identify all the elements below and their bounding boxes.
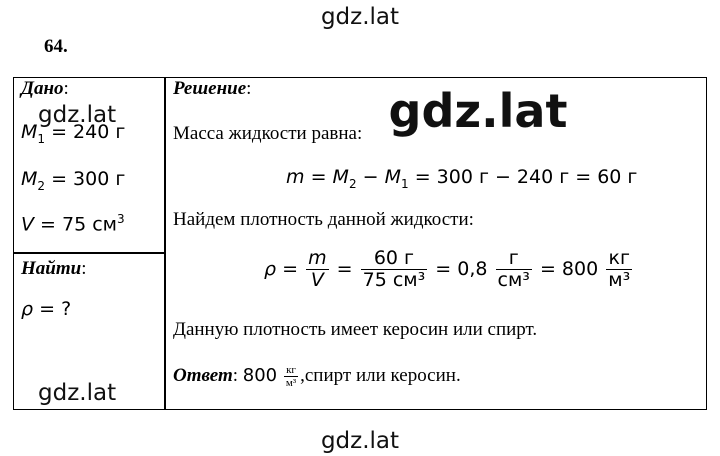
find-heading: Найти: (21, 258, 87, 279)
given-m1: $M_1 = 240$ г (21, 121, 126, 146)
watermark-top: gdz.lat (320, 4, 400, 30)
answer-line: Ответ: 800 $\frac{кг}{\text{м³}}$ ,спирт или керосин. (173, 364, 461, 389)
find-rho: ρ = ? (21, 298, 72, 320)
answer-label: Ответ (173, 364, 233, 386)
column-divider (164, 78, 166, 409)
watermark-bottom: gdz.lat (320, 428, 400, 454)
answer-value: 800 (242, 364, 278, 386)
watermark-bottom-left: gdz.lat (38, 380, 117, 406)
row-divider (14, 252, 165, 254)
fraction-g-per-cm3: $\frac{г}{\text{см³}}$ (497, 247, 530, 291)
given-heading: Дано: (21, 78, 69, 99)
problem-number: 64. (44, 36, 68, 57)
density-formula: ρ = $\frac{m}{V}$ = $\frac{60 г}{\text{75 см³}}$ = 0,8 $\frac{г}{\text{см³}}$ = 800 $\frac{кг}{\text{м³}}$ (264, 247, 631, 291)
solution-line-1: Масса жидкости равна: (173, 123, 363, 144)
watermark-left: gdz.lat (38, 102, 117, 128)
fraction-kg-per-m3: $\frac{кг}{\text{м³}}$ (608, 247, 631, 291)
problem-table (13, 77, 707, 410)
solution-line-3: Данную плотность имеет керосин или спирт. (173, 319, 538, 340)
mass-formula: $m = M_2 - M_1 = 300$ г − 240 г = 60 г (286, 166, 638, 191)
given-volume: V = 75 $см^3$ (21, 212, 125, 236)
answer-text: ,спирт или керосин. (300, 364, 461, 386)
solution-line-2: Найдем плотность данной жидкости: (173, 209, 474, 230)
given-m2: $M_2 = 300$ г (21, 168, 126, 193)
answer-unit: $\frac{кг}{\text{м³}}$ (285, 364, 297, 389)
fraction-m-over-v: $\frac{m}{V}$ (308, 247, 327, 291)
solution-heading: Решение: (173, 78, 252, 99)
fraction-60-over-75: $\frac{60 г}{\text{75 см³}}$ (362, 247, 426, 291)
watermark-big: gdz.lat (383, 80, 573, 142)
